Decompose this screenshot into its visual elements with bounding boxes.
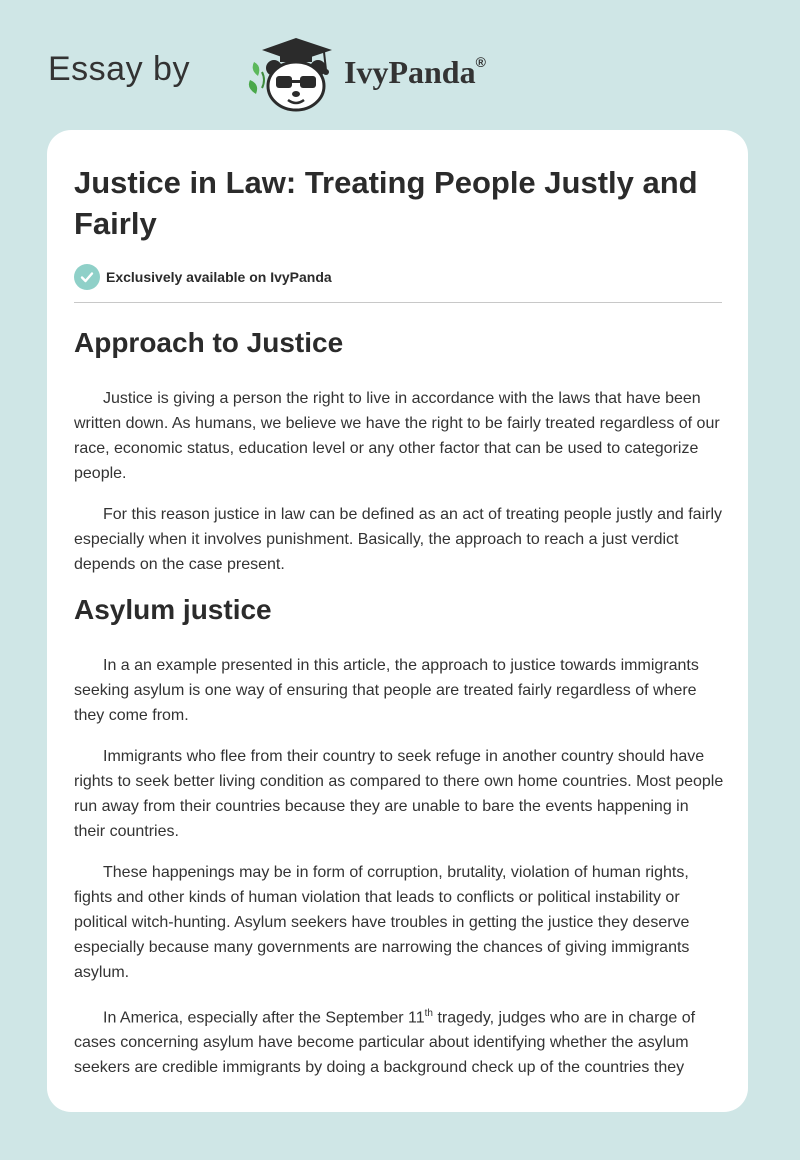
paragraph: In America, especially after the September 11th tragedy, judges who are in charge of cases concerning asylum have become particular about identifying whether the asylum seekers are credible immigrants by doing a background check up of the countries they	[74, 1008, 696, 1077]
site-header	[48, 36, 486, 108]
essay-by-label: Essay by	[48, 50, 190, 88]
exclusive-badge	[74, 264, 332, 290]
title-divider	[74, 302, 722, 303]
checkmark-icon	[74, 264, 100, 290]
exclusive-badge-label: Exclusively available on IvyPanda	[106, 269, 332, 285]
panda-logo-icon[interactable]	[244, 36, 342, 112]
section-heading-asylum: Asylum justice	[74, 594, 272, 625]
ivypanda-wordmark[interactable]: IvyPanda®	[344, 54, 486, 90]
paragraph: Immigrants who flee from their country to seek refuge in another country should have rights to seek better living condition as compared to there own home countries. Most people run away from their countries because they are unable to bare the events happening in their countries.	[74, 748, 724, 840]
paragraph: In a an example presented in this article, the approach to justice towards immigrants seeking asylum is one way of ensuring that people are treated fairly regardless of where they come from.	[74, 657, 699, 724]
trademark-symbol: ®	[475, 54, 486, 71]
essay-card	[47, 130, 748, 1112]
essay-body	[74, 326, 724, 1080]
essay-title: Justice in Law: Treating People Justly and Fairly	[74, 165, 698, 241]
paragraph: These happenings may be in form of corruption, brutality, violation of human rights, fights and other kinds of human violation that leads to conflicts or political instability or political witch-hunting. Asylum seekers have troubles in getting the justice they deserve especially because many governments are narrowing the chances of giving immigrants asylum.	[74, 864, 690, 981]
paragraph: Justice is giving a person the right to live in accordance with the laws that have been written down. As humans, we believe we have the right to be fairly treated regardless of our race, economic status, education level or any other factor that can be used to categorize people.	[74, 390, 720, 482]
section-heading-approach: Approach to Justice	[74, 327, 344, 358]
paragraph: For this reason justice in law can be defined as an act of treating people justly and fairly especially when it involves punishment. Basically, the approach to reach a just verdict depends on the case present.	[74, 506, 723, 573]
ordinal-superscript: th	[424, 1008, 433, 1019]
